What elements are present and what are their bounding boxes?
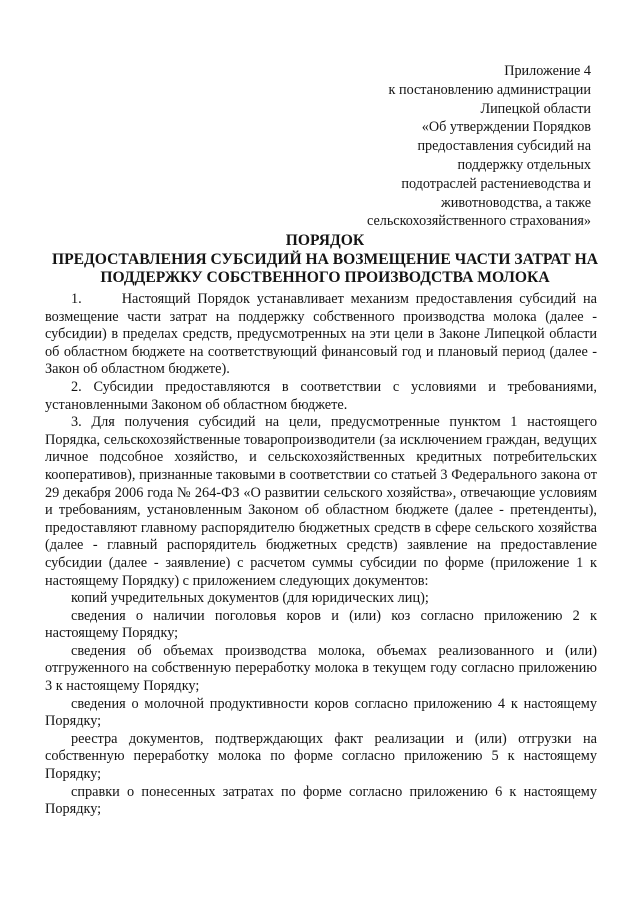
header-line: поддержку отдельных (457, 156, 591, 173)
header-line: Приложение 4 (504, 63, 591, 79)
title-line-1: ПОРЯДОК (285, 232, 365, 249)
header-line: предоставления субсидий на (417, 138, 591, 155)
document-body (45, 291, 597, 819)
paragraph-1 (45, 291, 597, 379)
header-line: «Об утверждении Порядков (421, 119, 591, 136)
paragraph-2: 2. Субсидии предоставляются в соответствии с условиями и требованиями, установленными Законом об областном бюджете. (45, 378, 597, 413)
header-line: животноводства, а также (440, 194, 591, 211)
list-item: сведения о молочной продуктивности коров согласно приложению 4 к настоящему Порядку; (45, 695, 597, 730)
list-item: реестра документов, подтверждающих факт реализации и (или) отгрузки на собственную переработку молока по форме согласно приложению 5 к настоящему Порядку; (45, 730, 597, 783)
paragraph-1-text: Настоящий Порядок устанавливает механизм предоставления субсидий на возмещение части затрат на поддержку собственного производства молока (далее - субсидии) в пределах средств, предусмотренных на эти цели в Законе Липецкой области об областном бюджете на соответствующий финансовый год и плановый период (далее - Закон об областном бюджете). (45, 291, 597, 378)
header-line: подотраслей растениеводства и (401, 175, 591, 192)
list-item: справки о понесенных затратах по форме согласно приложению 6 к настоящему Порядку; (45, 783, 597, 818)
title-line-3: ПОДДЕРЖКУ СОБСТВЕННОГО ПРОИЗВОДСТВА МОЛОКА (100, 269, 550, 286)
paragraph-3: 3. Для получения субсидий на цели, предусмотренные пунктом 1 настоящего Порядка, сельскохозяйственные товаропроизводители (за исключением граждан, ведущих личное подсобное хозяйство, и сельскохозяйственных кредитных потребительских кооперативов), признанные таковыми в соответствии со статьей 3 Федерального закона от 29 декабря 2006 года № 264-ФЗ «О развитии сельского хозяйства», отвечающие условиям и требованиям, установленным Законом об областном бюджете (далее - претенденты), предоставляют главному распорядителю бюджетных средств в сфере сельского хозяйства (далее - главный распорядитель бюджетных средств) заявление на предоставление субсидии (далее - заявление) с расчетом суммы субсидии по форме (приложение 1 к настоящему Порядку) с приложением следующих документов: (45, 414, 597, 589)
paragraph-1-number: 1. (71, 291, 82, 307)
header-line: сельскохозяйственного страхования» (366, 213, 591, 230)
header-line: к постановлению администрации (388, 81, 591, 98)
title-line-2: ПРЕДОСТАВЛЕНИЯ СУБСИДИЙ НА ВОЗМЕЩЕНИЕ ЧАСТИ ЗАТРАТ НА (52, 250, 598, 268)
list-item: сведения об объемах производства молока, объемах реализованного и (или) отгруженного на собственную переработку молока в текущем году согласно приложению 3 к настоящему Порядку; (45, 642, 597, 695)
appendix-header (271, 62, 591, 231)
document-title (40, 232, 610, 288)
header-line: Липецкой области (480, 100, 591, 117)
list-item: сведения о наличии поголовья коров и (или) коз согласно приложению 2 к настоящему Порядку; (45, 607, 597, 642)
list-item: копий учредительных документов (для юридических лиц); (71, 590, 429, 607)
